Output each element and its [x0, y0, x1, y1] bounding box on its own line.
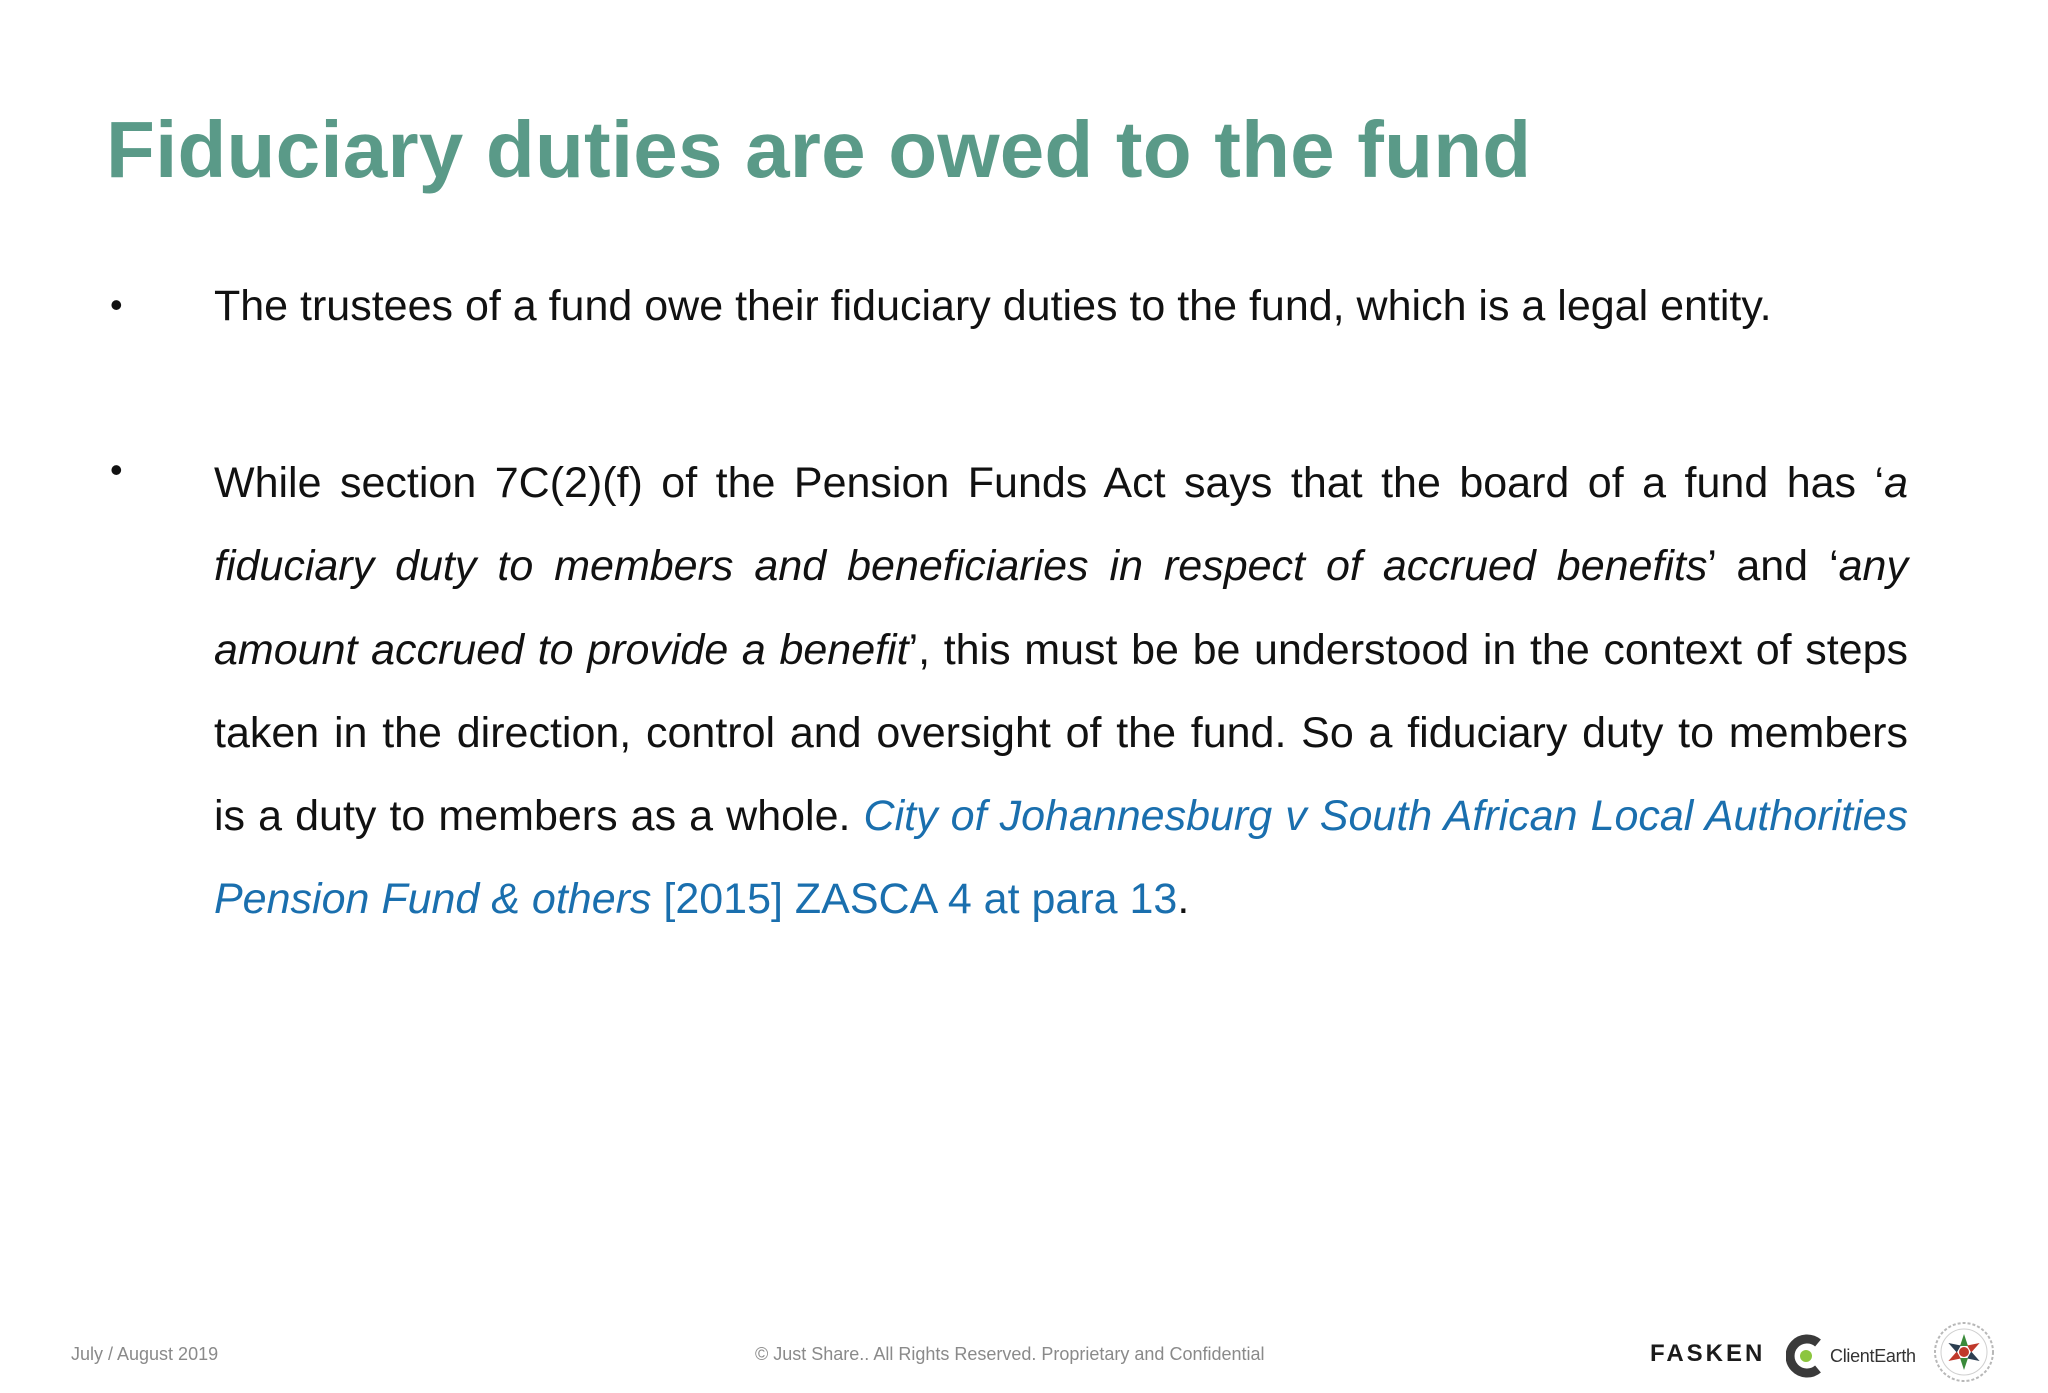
case-name-link[interactable]: City of Johannesburg v South African Local Authorities Pension Fund & others — [214, 792, 1908, 924]
bullet-text: The trustees of a fund owe their fiduciary duties to the fund, which is a legal entity. — [214, 282, 1772, 330]
seal-icon — [1932, 1320, 1996, 1384]
text-run: . — [1177, 875, 1190, 924]
text-run: ’, this must be be understood in the context of steps taken in the direction, control and oversight of the fund. So a fiduciary duty to members is a duty to members as a whole. — [214, 625, 1908, 841]
bullet-text — [214, 442, 1908, 942]
text-run: While section 7C(2)(f) of the Pension Funds Act says that the board of a fund has ‘ — [214, 459, 1885, 507]
case-citation-link[interactable]: [2015] ZASCA 4 at para 13 — [651, 875, 1178, 924]
text-run: ’ and ‘ — [1707, 542, 1839, 591]
bullet-marker: • — [110, 449, 123, 490]
clientearth-wordmark: ClientEarth — [1830, 1345, 1916, 1366]
clientearth-logo — [1786, 1333, 1916, 1379]
quoted-italic-text: any amount accrued to provide a benefit — [214, 542, 1908, 674]
slide-title: Fiduciary duties are owed to the fund — [106, 105, 1532, 194]
bullet-marker: • — [110, 284, 123, 325]
clientearth-c-icon — [1786, 1334, 1826, 1378]
footer-copyright: © Just Share.. All Rights Reserved. Proprietary and Confidential — [755, 1344, 1265, 1364]
fasken-logo: FASKEN — [1650, 1340, 1766, 1367]
quoted-italic-text: a fiduciary duty to members and beneficiaries in respect of accrued benefits — [214, 459, 1908, 591]
footer-date: July / August 2019 — [71, 1344, 219, 1364]
just-share-seal-logo — [1932, 1320, 1996, 1389]
